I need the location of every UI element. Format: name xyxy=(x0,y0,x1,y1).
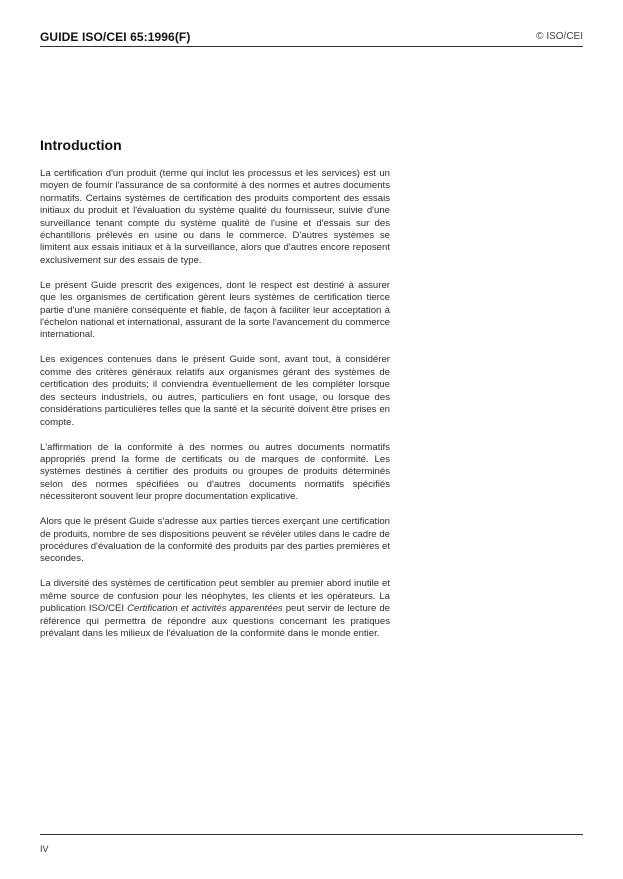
paragraph: Les exigences contenues dans le présent Guide sont, avant tout, à considérer comme des critères généraux relatifs aux organismes gérant des systèmes de certification des produits; il conviendra éventuellement de les compléter lorsque des secteurs industriels, ou autres, particuliers en font usage, ou lorsque des considérations particulières telles que la santé et la sécurité doivent être prises en compte. xyxy=(40,354,390,428)
paragraph: Alors que le présent Guide s'adresse aux parties tierces exerçant une certification de produits, nombre de ses dispositions peuvent se révéler utiles dans le cadre de procédures d'évaluation de la conformité des produits par des parties premières et secondes. xyxy=(40,516,390,565)
copyright-notice: © ISO/CEI xyxy=(536,31,583,42)
paragraph: La certification d'un produit (terme qui inclut les processus et les services) est un moyen de fournir l'assurance de sa conformité à des normes et autres documents normatifs. Certains systèmes de certification des produits comportent des essais initiaux du produit et l'évaluation du système qualité du fournisseur, suivie d'une surveillance tenant compte du système qualité de l'usine et d'essais sur des échantillons prélevés en usine ou dans le commerce. D'autres systèmes se limitent aux essais initiaux et à la surveillance, alors que d'autres encore reposent exclusivement sur des essais de type. xyxy=(40,168,390,266)
header-divider xyxy=(40,46,583,47)
paragraph: L'affirmation de la conformité à des normes ou autres documents normatifs appropriés prend la forme de certificats ou de marques de conformité. Les systèmes destinés à certifier des produits ou groupes de produits déterminés selon des normes spécifiées ou d'autres documents normatifs spécifiés nécessiteront souvent leur propre documentation explicative. xyxy=(40,441,390,503)
section-title: Introduction xyxy=(40,137,122,153)
document-id: GUIDE ISO/CEI 65:1996(F) xyxy=(40,30,191,44)
paragraph-last xyxy=(40,578,390,640)
footer-divider xyxy=(40,834,583,835)
body-text xyxy=(40,168,390,653)
paragraph: Le présent Guide prescrit des exigences, dont le respect est destiné à assurer que les organismes de certification gèrent leurs systèmes de certification tierce partie d'une manière conséquente et fiable, de façon à faciliter leur acceptation à l'échelon national et international, assurant de la sorte l'avancement du commerce international. xyxy=(40,279,390,341)
publication-title: Certification et activités apparentées xyxy=(127,603,283,615)
page-header xyxy=(40,28,583,48)
page-number: IV xyxy=(40,844,49,854)
paragraph-text: peut servir de lecture de référence qui permettra de répondre aux questions concernant les pratiques prévalant dans les milieux de l'évaluation de la conformité dans le monde entier. xyxy=(40,603,390,639)
paragraph-text: La diversité des systèmes de certification peut sembler au premier abord inutile et même source de confusion pour les néophytes, les clients et les opérateurs. La publication ISO/CEI xyxy=(40,578,390,615)
